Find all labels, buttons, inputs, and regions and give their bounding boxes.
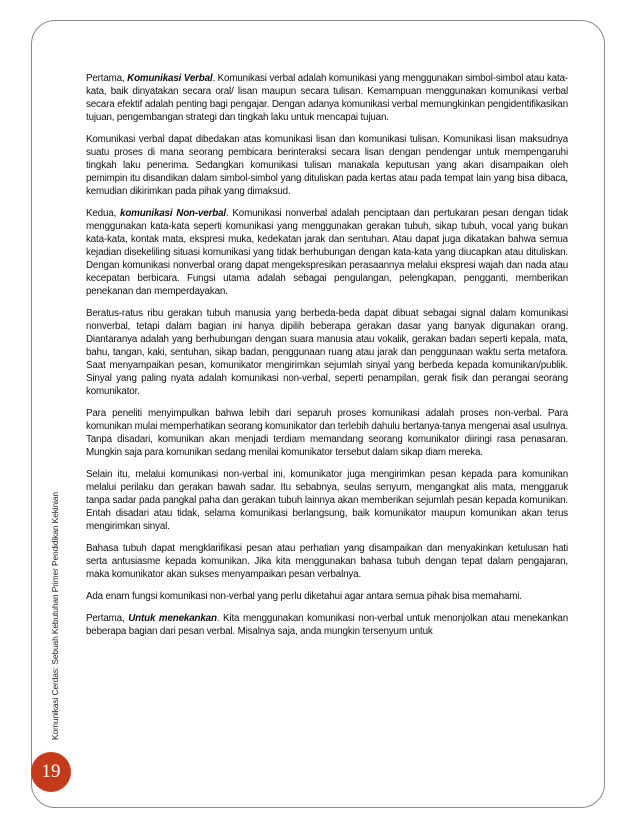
paragraph: Beratus-ratus ribu gerakan tubuh manusia yang berbeda-beda dapat dibuat sebagai signal dalam komunikasi nonverbal, tetapi dalam bagian ini hanya dipilih beberapa gerakan dasar yang banyak digunakan orang. Diantaranya adalah yang berhubungan dengan suara manusia atau vokalik, gerakan badan seperti kepala, mata, bahu, tangan, kaki, sentuhan, sikap badan, penggunaan ruang atau jarak dan penggunaan waktu serta metafora. Saat menyampaikan pesan, komunikator mengirimkan sejumlah sinyal yang berbeda kepada komunikan/publik. Sinyal yang paling nyata adalah komunikasi non-verbal, seperti penampilan, gerak fisik dan perangai seorang komunikator. [86,308,568,397]
emphasis: komunikasi Non-verbal [120,208,226,219]
paragraph: Ada enam fungsi komunikasi non-verbal yang perlu diketahui agar antara semua pihak bisa memahami. [86,591,522,602]
body-text [86,72,568,647]
page-number-badge [31,752,71,792]
page-number: 19 [41,761,61,782]
emphasis: Untuk menekankan [128,613,217,624]
paragraph: Bahasa tubuh dapat mengklarifikasi pesan atau perhatian yang disampaikan dan menyakinkan ketulusan hati serta antusiasme kepada komunikan. Jika kita menggunakan bahasa tubuh dengan tepat dalam pengajaran, maka komunikator akan sukses menyampaikan pesan verbalnya. [86,543,568,580]
paragraph: Komunikasi verbal dapat dibedakan atas komunikasi lisan dan komunikasi tulisan. Komunikasi lisan maksudnya suatu proses di mana seorang pembicara berinteraksi secara lisan dengan pendengar untuk mempengaruhi tingkah laku penerima. Sedangkan komunikasi tulisan manakala keputusan yang akan disampaikan oleh pemimpin itu disandikan dalam simbol-simbol yang dituliskan pada kertas atau pada tempat lain yang bisa dibaca, kemudian dikirimkan pada pihak yang dimaksud. [86,134,568,197]
paragraph: Para peneliti menyimpulkan bahwa lebih dari separuh proses komunikasi adalah proses non-verbal. Para komunikan mulai memperhatikan seorang komunikator dan terlebih dahulu bertanya-tanya mengenai asal usulnya. Tanpa disadari, komunikan akan menjadi terdiam memandang seorang komunikator diiringi rasa penasaran. Mungkin saja para komunikan sedang menilai komunikator tersebut dalam sikap diam mereka. [86,408,568,458]
emphasis: Komunikasi Verbal [127,73,213,84]
paragraph: Selain itu, melalui komunikasi non-verbal ini, komunikator juga mengirimkan pesan kepada para komunikan melalui perilaku dan gerakan bawah sadar. Itu sebabnya, seulas senyum, mengangkat alis mata, menggaruk tanpa sadar pada pangkal paha dan gerakan tubuh lainnya akan memberikan sejumlah pesan kepada komunikan. Entah disadari atau tidak, selama komunikasi berlangsung, baik komunikator maupun komunikan akan terus mengirimkan sinyal. [86,469,568,532]
paragraph: Pertama, Untuk menekankan. Kita menggunakan komunikasi non-verbal untuk menonjolkan atau menekankan beberapa bagian dari pesan verbal. Misalnya saja, anda mungkin tersenyum untuk [86,613,568,637]
paragraph: Kedua, komunikasi Non-verbal. Komunikasi nonverbal adalah penciptaan dan pertukaran pesan dengan tidak menggunakan kata-kata seperti komunikasi yang menggunakan gerakan tubuh, sikap tubuh, vocal yang bukan kata-kata, kontak mata, ekspresi muka, kedekatan jarak dan sentuhan. Atau dapat juga dikatakan bahwa semua kejadian disekeliling situasi komunikasi yang tidak berhubungan dengan kata-kata yang diucapkan atau dituliskan. Dengan komunikasi nonverbal orang dapat mengekspresikan perasaannya melalui ekspresi wajah dan nada atau kecepatan berbicara. Fungsi utama adalah sebagai pengulangan, pelengkapan, pengganti, memberikan penekanan dan memperdayakan. [86,208,568,297]
paragraph: Pertama, Komunikasi Verbal. Komunikasi verbal adalah komunikasi yang menggunakan simbol-simbol atau kata-kata, baik dinyatakan secara oral/ lisan maupun secara tulisan. Kemampuan menggunakan komunikasi verbal secara efektif adalah penting bagi pengajar. Dengan adanya komunikasi verbal memungkinkan pengidentifikasikan tujuan, pengembangan strategi dan tingkah laku untuk mencapai tujuan. [86,73,568,123]
book-title: Komunikasi Cerdas: Sebuah Kebutuhan Primer Pendidikan Kekinian [50,492,60,740]
